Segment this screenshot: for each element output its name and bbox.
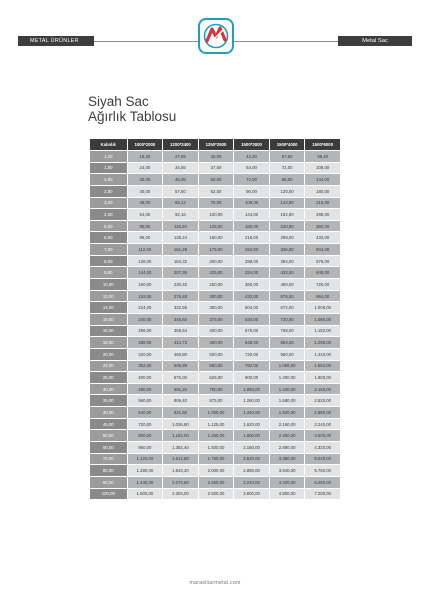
thickness-cell: 7,00 (90, 244, 127, 255)
table-row (90, 430, 340, 441)
weight-cell: 120,00 (270, 186, 305, 197)
weight-cell: 180,00 (305, 186, 340, 197)
weight-cell: 3.840,00 (270, 465, 305, 476)
weight-cell: 288,00 (234, 256, 269, 267)
weight-cell: 7.200,00 (305, 489, 340, 500)
weight-cell: 288,00 (270, 232, 305, 243)
weight-cell: 46,08 (163, 174, 198, 185)
weight-cell: 72,00 (234, 174, 269, 185)
weight-cell: 90,00 (234, 186, 269, 197)
footer-website: marasliiarmetal.com (189, 580, 241, 586)
weight-cell: 216,00 (234, 232, 269, 243)
thickness-cell: 1,20 (90, 151, 127, 162)
weight-cell: 1.296,00 (305, 337, 340, 348)
weight-table (89, 138, 341, 500)
weight-cell: 3.240,00 (234, 477, 269, 488)
table-row (90, 407, 340, 418)
weight-cell: 161,28 (163, 244, 198, 255)
weight-cell: 175,00 (199, 244, 234, 255)
table-row (90, 372, 340, 383)
weight-cell: 1.440,00 (270, 384, 305, 395)
weight-cell: 560,00 (128, 395, 163, 406)
weight-cell: 1.200,00 (270, 372, 305, 383)
thickness-cell: 90,00 (90, 477, 127, 488)
weight-cell: 3.240,00 (305, 419, 340, 430)
weight-cell: 69,12 (163, 198, 198, 209)
thickness-cell: 12,00 (90, 291, 127, 302)
weight-cell: 150,00 (199, 232, 234, 243)
weight-cell: 2.160,00 (270, 419, 305, 430)
column-header-size: 1500*3000 (234, 139, 269, 150)
weight-cell: 207,36 (163, 267, 198, 278)
weight-cell: 54,00 (234, 163, 269, 174)
weight-cell: 960,00 (270, 349, 305, 360)
weight-cell: 240,00 (270, 221, 305, 232)
weight-cell: 1.612,80 (163, 454, 198, 465)
weight-cell: 1.080,00 (234, 384, 269, 395)
weight-cell: 480,00 (270, 279, 305, 290)
weight-cell: 225,00 (199, 267, 234, 278)
table-row (90, 326, 340, 337)
weight-cell: 100,00 (199, 209, 234, 220)
weight-cell: 252,00 (234, 244, 269, 255)
weight-cell: 1.800,00 (305, 372, 340, 383)
weight-cell: 6.480,00 (305, 477, 340, 488)
weight-cell: 288,00 (128, 337, 163, 348)
weight-cell: 648,00 (234, 337, 269, 348)
weight-cell: 640,00 (128, 407, 163, 418)
thickness-cell: 1,50 (90, 163, 127, 174)
weight-cell: 80,00 (128, 221, 163, 232)
weight-cell: 144,00 (128, 267, 163, 278)
weight-cell: 40,00 (128, 186, 163, 197)
table-row (90, 221, 340, 232)
weight-cell: 2.880,00 (234, 465, 269, 476)
weight-cell: 322,56 (163, 302, 198, 313)
weight-cell: 138,24 (163, 232, 198, 243)
thickness-cell: 22,00 (90, 361, 127, 372)
weight-cell: 4.320,00 (270, 477, 305, 488)
weight-cell: 576,00 (270, 291, 305, 302)
table-row (90, 198, 340, 209)
table-row (90, 384, 340, 395)
weight-cell: 2.160,00 (305, 384, 340, 395)
weight-cell: 1.920,00 (270, 407, 305, 418)
weight-cell: 30,00 (199, 151, 234, 162)
weight-cell: 1.440,00 (305, 349, 340, 360)
weight-cell: 1.600,00 (128, 489, 163, 500)
thickness-cell: 40,00 (90, 407, 127, 418)
weight-cell: 350,00 (199, 302, 234, 313)
weight-cell: 144,00 (305, 174, 340, 185)
weight-cell: 1.036,80 (163, 419, 198, 430)
thickness-cell: 60,00 (90, 442, 127, 453)
weight-cell: 160,00 (128, 279, 163, 290)
section-tag-left: METAL ÜRÜNLER (18, 36, 94, 46)
thickness-cell: 18,00 (90, 337, 127, 348)
weight-cell: 921,60 (163, 407, 198, 418)
column-header-size: 1500*6000 (305, 139, 340, 150)
table-row (90, 174, 340, 185)
weight-cell: 1.843,20 (163, 465, 198, 476)
weight-cell: 64,00 (128, 209, 163, 220)
weight-cell: 1.008,00 (305, 302, 340, 313)
weight-cell: 184,32 (163, 256, 198, 267)
weight-cell: 1.382,40 (163, 442, 198, 453)
weight-cell: 1.056,00 (270, 361, 305, 372)
weight-cell: 506,88 (163, 361, 198, 372)
weight-cell: 1.152,00 (163, 430, 198, 441)
table-row (90, 395, 340, 406)
weight-cell: 864,00 (305, 291, 340, 302)
weight-cell: 48,00 (128, 198, 163, 209)
weight-cell: 1.800,00 (234, 430, 269, 441)
thickness-cell: 2,00 (90, 174, 127, 185)
weight-cell: 576,00 (163, 372, 198, 383)
table-row (90, 244, 340, 255)
weight-cell: 115,20 (163, 221, 198, 232)
weight-cell: 368,64 (163, 326, 198, 337)
weight-cell: 320,00 (128, 349, 163, 360)
weight-cell: 1.620,00 (234, 419, 269, 430)
title-line-1: Siyah Sac (88, 94, 149, 109)
thickness-cell: 2,50 (90, 186, 127, 197)
weight-cell: 1.500,00 (199, 442, 234, 453)
weight-cell: 960,00 (128, 442, 163, 453)
weight-cell: 4.800,00 (270, 489, 305, 500)
weight-cell: 276,48 (163, 291, 198, 302)
weight-cell: 57,60 (163, 186, 198, 197)
weight-cell: 1.280,00 (128, 465, 163, 476)
weight-cell: 3.600,00 (305, 430, 340, 441)
logo-mark-icon (200, 20, 232, 52)
thickness-cell: 35,00 (90, 395, 127, 406)
weight-cell: 300,00 (199, 291, 234, 302)
weight-cell: 720,00 (270, 314, 305, 325)
table-row (90, 419, 340, 430)
weight-cell: 192,00 (128, 291, 163, 302)
table-row (90, 279, 340, 290)
weight-cell: 1.440,00 (234, 407, 269, 418)
weight-cell: 720,00 (234, 349, 269, 360)
thickness-cell: 4,00 (90, 209, 127, 220)
table-row (90, 361, 340, 372)
weight-cell: 2.250,00 (199, 477, 234, 488)
weight-cell: 108,00 (234, 198, 269, 209)
weight-cell: 108,00 (305, 163, 340, 174)
weight-cell: 1.120,00 (128, 454, 163, 465)
weight-cell: 144,00 (270, 198, 305, 209)
column-header-size: 1250*2500 (199, 139, 234, 150)
weight-cell: 625,00 (199, 372, 234, 383)
weight-cell: 1.125,00 (199, 419, 234, 430)
thickness-cell: 20,00 (90, 349, 127, 360)
weight-cell: 400,00 (128, 372, 163, 383)
thickness-cell: 5,00 (90, 221, 127, 232)
title-line-2: Ağırlık Tablosu (88, 109, 177, 124)
weight-cell: 5.040,00 (305, 454, 340, 465)
weight-cell: 50,00 (199, 174, 234, 185)
thickness-cell: 100,00 (90, 489, 127, 500)
weight-cell: 4.320,00 (305, 442, 340, 453)
weight-cell: 720,00 (305, 279, 340, 290)
weight-cell: 540,00 (234, 314, 269, 325)
weight-cell: 72,00 (270, 163, 305, 174)
weight-cell: 750,00 (199, 384, 234, 395)
weight-cell: 2.520,00 (234, 454, 269, 465)
weight-cell: 1.750,00 (199, 454, 234, 465)
thickness-cell: 15,00 (90, 314, 127, 325)
weight-cell: 250,00 (199, 279, 234, 290)
section-tag-right: Metal Sac (338, 36, 412, 46)
thickness-cell: 25,00 (90, 372, 127, 383)
weight-cell: 384,00 (270, 256, 305, 267)
column-header-size: 1200*2400 (163, 139, 198, 150)
weight-cell: 75,00 (199, 198, 234, 209)
table-row (90, 314, 340, 325)
weight-cell: 360,00 (305, 221, 340, 232)
weight-cell: 900,00 (234, 372, 269, 383)
weight-cell: 2.304,00 (163, 489, 198, 500)
table-row (90, 232, 340, 243)
weight-cell: 1.260,00 (234, 395, 269, 406)
weight-cell: 96,00 (128, 232, 163, 243)
weight-cell: 240,00 (128, 314, 163, 325)
weight-cell: 450,00 (199, 337, 234, 348)
weight-cell: 2.880,00 (305, 407, 340, 418)
weight-cell: 648,00 (305, 267, 340, 278)
thickness-cell: 14,00 (90, 302, 127, 313)
weight-cell: 324,00 (234, 267, 269, 278)
thickness-cell: 70,00 (90, 454, 127, 465)
weight-cell: 2.520,00 (305, 395, 340, 406)
page-title (88, 94, 176, 124)
weight-cell: 216,00 (305, 198, 340, 209)
weight-cell: 500,00 (199, 349, 234, 360)
thickness-cell: 80,00 (90, 465, 127, 476)
thickness-cell: 9,00 (90, 267, 127, 278)
weight-cell: 768,00 (270, 326, 305, 337)
table-row (90, 256, 340, 267)
weight-cell: 414,72 (163, 337, 198, 348)
weight-cell: 1.250,00 (199, 430, 234, 441)
weight-cell: 1.152,00 (305, 326, 340, 337)
table-row (90, 291, 340, 302)
weight-cell: 2.000,00 (199, 465, 234, 476)
weight-cell: 576,00 (305, 256, 340, 267)
weight-cell: 200,00 (199, 256, 234, 267)
weight-cell: 432,00 (234, 291, 269, 302)
weight-cell: 864,00 (270, 337, 305, 348)
weight-cell: 432,00 (305, 232, 340, 243)
weight-cell: 336,00 (270, 244, 305, 255)
table-row (90, 454, 340, 465)
weight-cell: 691,20 (163, 384, 198, 395)
column-header-thickness: Kalınlık (90, 139, 127, 150)
thickness-cell: 10,00 (90, 279, 127, 290)
weight-cell: 375,00 (199, 314, 234, 325)
table-row (90, 349, 340, 360)
weight-cell: 92,16 (163, 209, 198, 220)
weight-cell: 345,60 (163, 314, 198, 325)
weight-cell: 2.160,00 (234, 442, 269, 453)
table-row (90, 209, 340, 220)
weight-cell: 1.584,00 (305, 361, 340, 372)
thickness-cell: 45,00 (90, 419, 127, 430)
weight-cell: 230,40 (163, 279, 198, 290)
weight-cell: 2.400,00 (270, 430, 305, 441)
weight-cell: 32,00 (128, 174, 163, 185)
weight-cell: 288,00 (305, 209, 340, 220)
table-row (90, 489, 340, 500)
weight-cell: 1.440,00 (128, 477, 163, 488)
weight-cell: 86,40 (305, 151, 340, 162)
table-row (90, 477, 340, 488)
table-row (90, 302, 340, 313)
weight-cell: 256,00 (128, 326, 163, 337)
weight-cell: 800,00 (128, 430, 163, 441)
weight-cell: 180,00 (234, 221, 269, 232)
weight-cell: 62,50 (199, 186, 234, 197)
weight-cell: 3.600,00 (234, 489, 269, 500)
weight-cell: 34,56 (163, 163, 198, 174)
thickness-cell: 30,00 (90, 384, 127, 395)
weight-cell: 96,00 (270, 174, 305, 185)
weight-cell: 504,00 (234, 302, 269, 313)
weight-cell: 1.080,00 (305, 314, 340, 325)
weight-cell: 720,00 (128, 419, 163, 430)
weight-cell: 3.360,00 (270, 454, 305, 465)
table-row (90, 186, 340, 197)
table-row (90, 337, 340, 348)
weight-cell: 192,00 (270, 209, 305, 220)
thickness-cell: 16,00 (90, 326, 127, 337)
weight-cell: 550,00 (199, 361, 234, 372)
weight-cell: 19,20 (128, 151, 163, 162)
thickness-cell: 50,00 (90, 430, 127, 441)
weight-cell: 125,00 (199, 221, 234, 232)
column-header-size: 1500*4000 (270, 139, 305, 150)
table-row (90, 465, 340, 476)
table-row (90, 267, 340, 278)
weight-cell: 352,00 (128, 361, 163, 372)
thickness-cell: 3,00 (90, 198, 127, 209)
table-body (90, 151, 340, 499)
weight-cell: 360,00 (234, 279, 269, 290)
weight-cell: 1.000,00 (199, 407, 234, 418)
weight-cell: 400,00 (199, 326, 234, 337)
weight-cell: 672,00 (270, 302, 305, 313)
column-header-size: 1000*2000 (128, 139, 163, 150)
weight-cell: 144,00 (234, 209, 269, 220)
weight-cell: 5.760,00 (305, 465, 340, 476)
table-header-row (90, 139, 340, 150)
company-logo (198, 18, 234, 54)
weight-cell: 1.680,00 (270, 395, 305, 406)
thickness-cell: 8,00 (90, 256, 127, 267)
weight-cell: 806,40 (163, 395, 198, 406)
weight-cell: 576,00 (234, 326, 269, 337)
weight-cell: 2.500,00 (199, 489, 234, 500)
weight-cell: 24,00 (128, 163, 163, 174)
table-row (90, 151, 340, 162)
weight-cell: 37,50 (199, 163, 234, 174)
weight-cell: 43,20 (234, 151, 269, 162)
weight-cell: 504,00 (305, 244, 340, 255)
weight-cell: 792,00 (234, 361, 269, 372)
thickness-cell: 6,00 (90, 232, 127, 243)
weight-cell: 2.880,00 (270, 442, 305, 453)
table-row (90, 163, 340, 174)
weight-cell: 2.073,60 (163, 477, 198, 488)
weight-cell: 480,00 (128, 384, 163, 395)
weight-cell: 432,00 (270, 267, 305, 278)
weight-cell: 27,65 (163, 151, 198, 162)
weight-cell: 112,00 (128, 244, 163, 255)
weight-cell: 460,80 (163, 349, 198, 360)
weight-cell: 128,00 (128, 256, 163, 267)
table-row (90, 442, 340, 453)
weight-cell: 875,00 (199, 395, 234, 406)
weight-cell: 224,00 (128, 302, 163, 313)
weight-cell: 57,60 (270, 151, 305, 162)
